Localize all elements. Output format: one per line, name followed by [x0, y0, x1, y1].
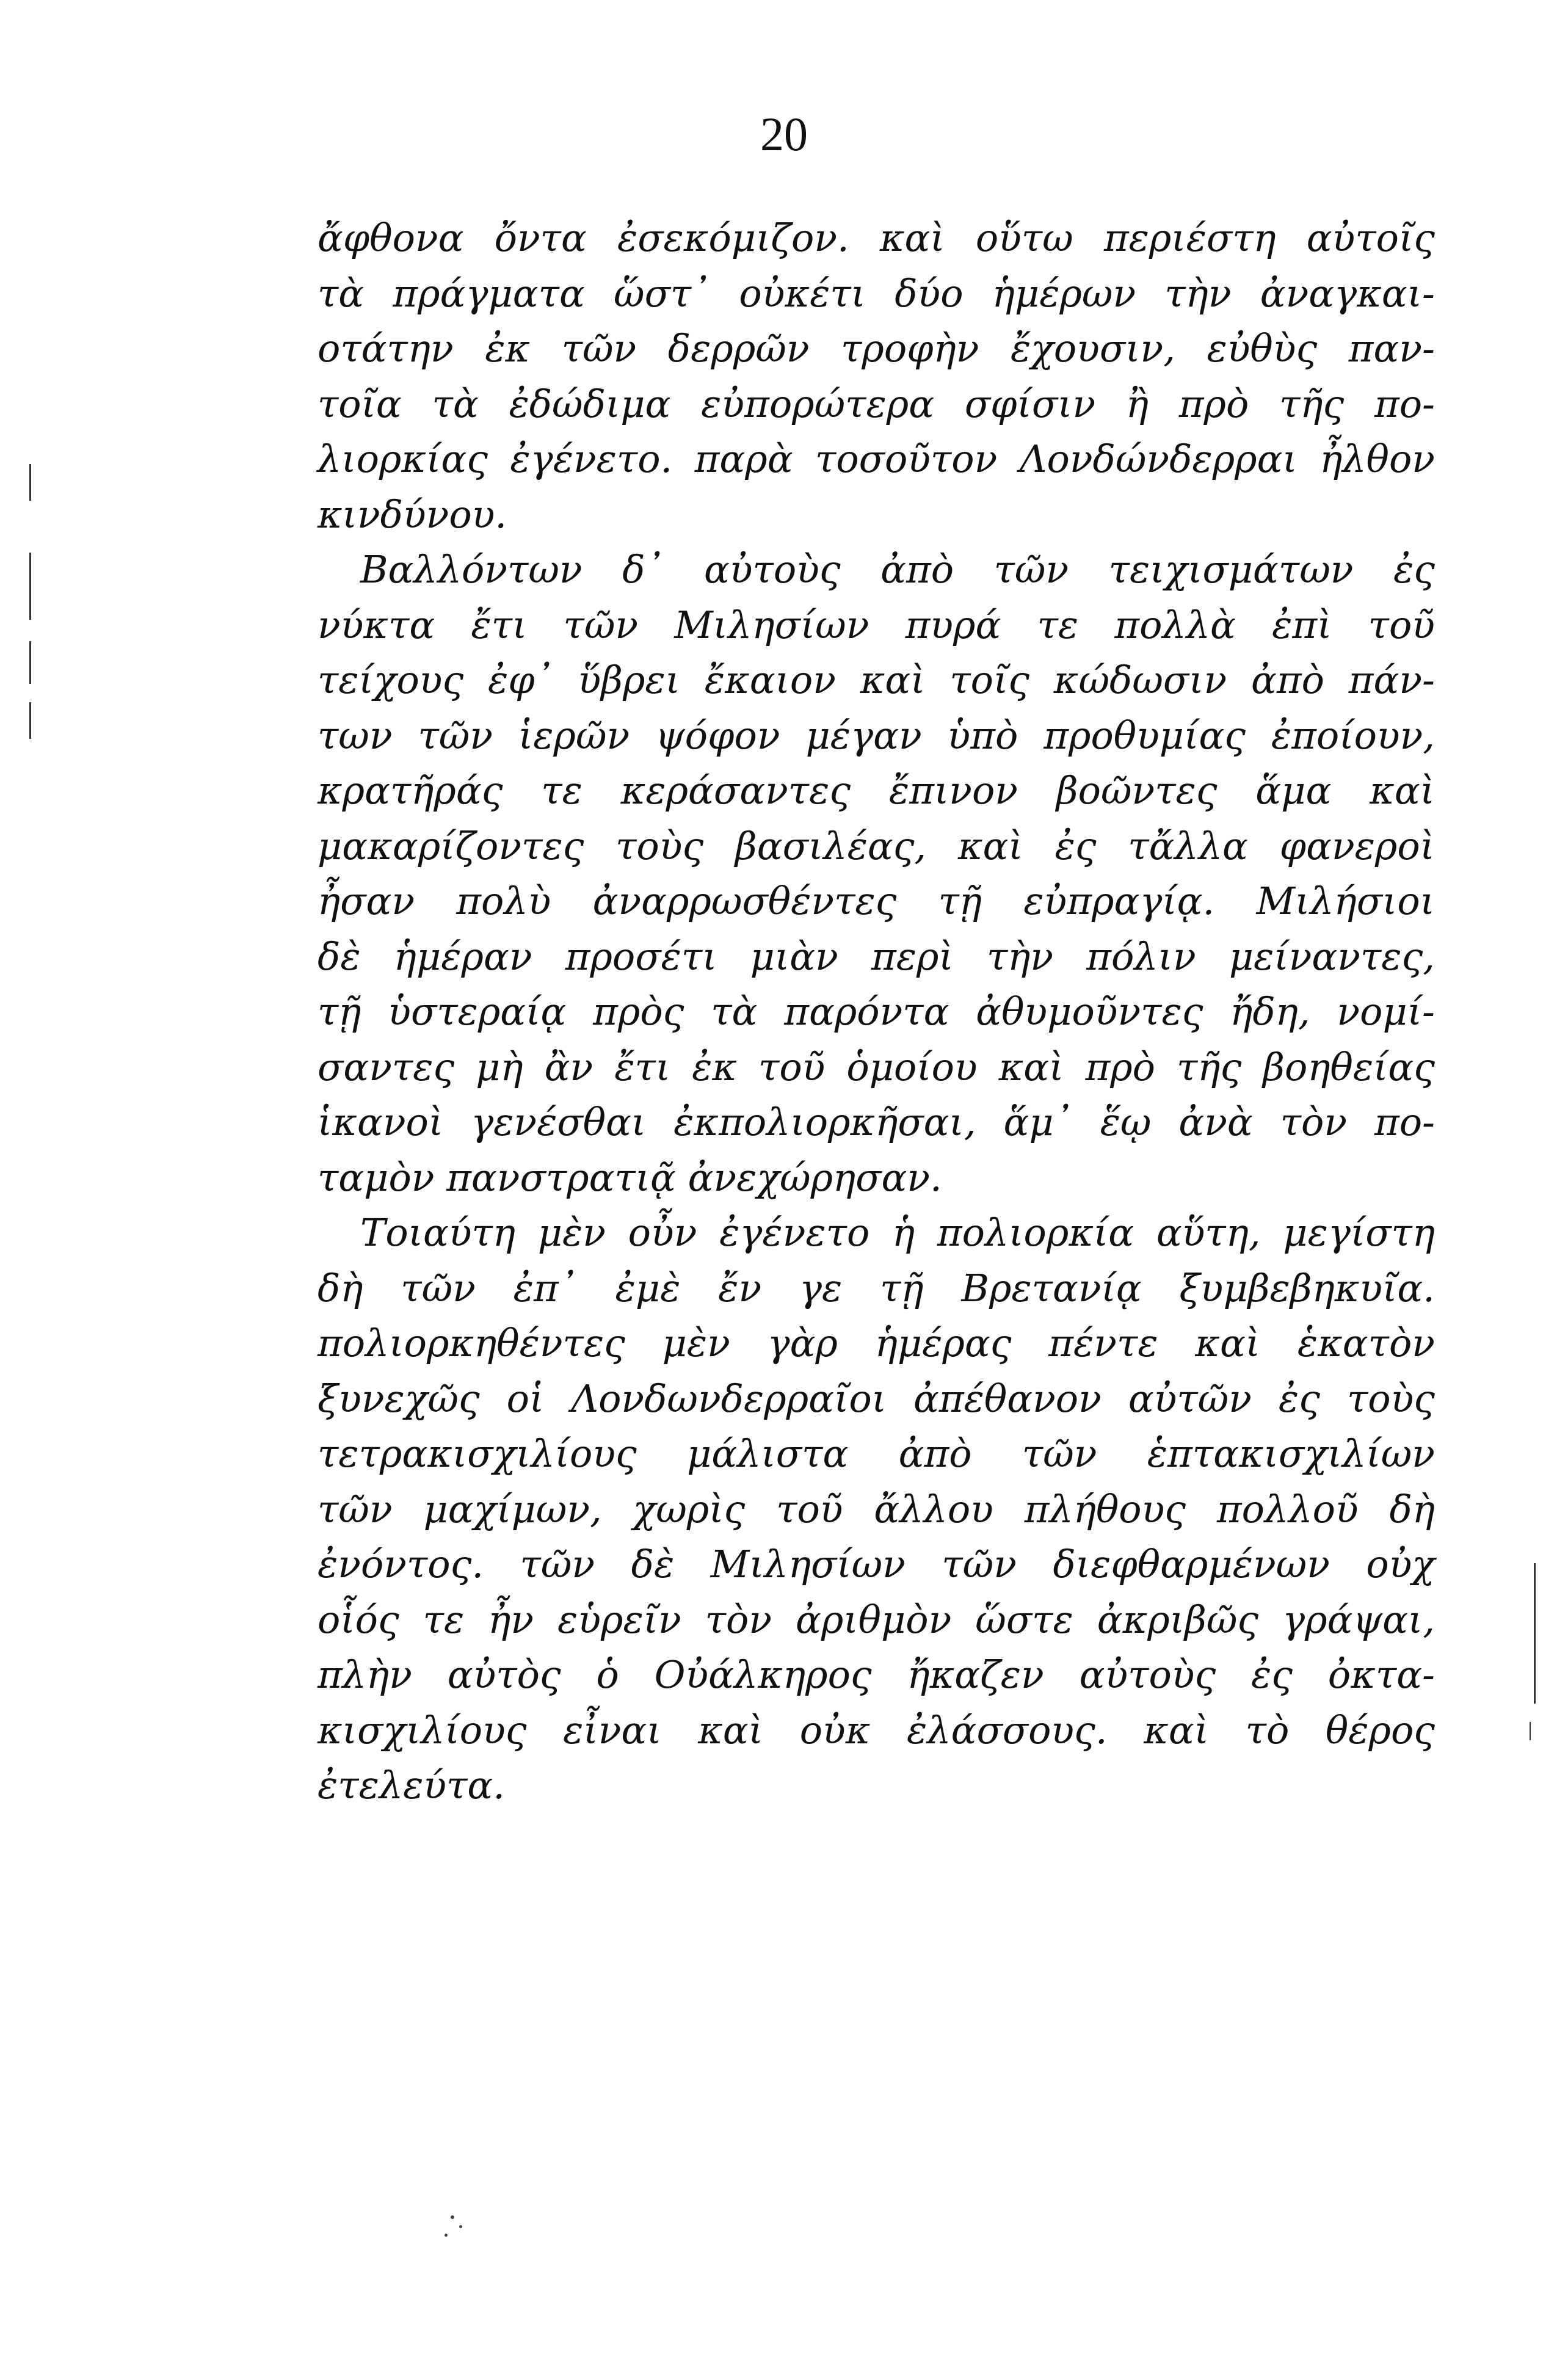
scan-speck	[445, 2234, 448, 2237]
right-margin-mark	[1530, 1722, 1531, 1740]
text-line: σαντες μὴ ἂν ἔτι ἐκ τοῦ ὁμοίου καὶ πρὸ τῆς βοηθείας	[318, 1044, 1435, 1089]
text-line: κρατῆράς τε κεράσαντες ἔπινον βοῶντες ἅμα καὶ	[318, 768, 1435, 813]
text-line: πολιορκηθέντες μὲν γὰρ ἡμέρας πέντε καὶ ἑκατὸν	[318, 1321, 1435, 1365]
text-line: τετρακισχιλίους μάλιστα ἀπὸ τῶν ἑπτακισχιλίων	[318, 1431, 1435, 1476]
text-line: τείχους ἐφ᾽ ὕβρει ἔκαιον καὶ τοῖς κώδωσιν ἀπὸ πάν-	[318, 658, 1435, 702]
text-line: κισχιλίους εἶναι καὶ οὐκ ἐλάσσους. καὶ τὸ θέρος	[318, 1707, 1435, 1752]
left-margin-mark	[29, 464, 31, 501]
text-line: ξυνεχῶς οἱ Λονδωνδερραῖοι ἀπέθανον αὐτῶν ἐς τοὺς	[318, 1376, 1435, 1421]
text-line: λιορκίας ἐγένετο. παρὰ τοσοῦτον Λονδώνδερραι ἦλθον	[318, 437, 1435, 481]
text-line: ταμὸν πανστρατιᾷ ἀνεχώρησαν.	[318, 1155, 942, 1200]
left-margin-mark	[29, 702, 31, 739]
left-margin-mark	[29, 641, 31, 684]
text-line: οτάτην ἐκ τῶν δερρῶν τροφὴν ἔχουσιν, εὐθὺς παν-	[318, 326, 1435, 371]
text-line: τῇ ὑστεραίᾳ πρὸς τὰ παρόντα ἀθυμοῦντες ἤδη, νομί-	[318, 989, 1435, 1034]
text-line: των τῶν ἱερῶν ψόφον μέγαν ὑπὸ προθυμίας ἐποίουν,	[318, 713, 1435, 758]
text-line: τῶν μαχίμων, χωρὶς τοῦ ἄλλου πλήθους πολλοῦ δὴ	[318, 1486, 1435, 1531]
text-line: Βαλλόντων δ᾽ αὐτοὺς ἀπὸ τῶν τειχισμάτων ἐς	[360, 547, 1435, 592]
scan-speck	[451, 2215, 454, 2219]
text-line: τὰ πράγματα ὥστ᾽ οὐκέτι δύο ἡμέρων τὴν ἀναγκαι-	[318, 271, 1435, 316]
left-margin-mark	[29, 553, 31, 620]
text-line: ἄφθονα ὄντα ἐσεκόμιζον. καὶ οὕτω περιέστη αὐτοῖς	[318, 216, 1435, 260]
text-line: τοῖα τὰ ἐδώδιμα εὐπορώτερα σφίσιν ἢ πρὸ τῆς πο-	[318, 381, 1435, 426]
page-number: 20	[760, 107, 808, 161]
text-line: ἦσαν πολὺ ἀναρρωσθέντες τῇ εὐπραγίᾳ. Μιλήσιοι	[318, 879, 1435, 923]
text-line: ἱκανοὶ γενέσθαι ἐκπολιορκῆσαι, ἅμ᾽ ἕῳ ἀνὰ τὸν πο-	[318, 1100, 1435, 1144]
right-margin-mark	[1534, 1563, 1536, 1704]
text-line: νύκτα ἔτι τῶν Μιλησίων πυρά τε πολλὰ ἐπὶ τοῦ	[318, 602, 1435, 647]
text-line: πλὴν αὐτὸς ὁ Οὐάλκηρος ἤκαζεν αὐτοὺς ἐς ὀκτα-	[318, 1652, 1435, 1697]
text-line: ἐνόντος. τῶν δὲ Μιλησίων τῶν διεφθαρμένων οὐχ	[318, 1542, 1435, 1586]
text-line: κινδύνου.	[318, 492, 507, 537]
text-line: δὴ τῶν ἐπ᾽ ἐμὲ ἔν γε τῇ Βρετανίᾳ ξυμβεβηκυῖα.	[318, 1265, 1435, 1310]
text-line: οἷός τε ἦν εὑρεῖν τὸν ἀριθμὸν ὥστε ἀκριβῶς γράψαι,	[318, 1597, 1435, 1642]
scan-speck	[459, 2225, 462, 2228]
text-line: δὲ ἡμέραν προσέτι μιὰν περὶ τὴν πόλιν μείναντες,	[318, 934, 1435, 979]
text-line: μακαρίζοντες τοὺς βασιλέας, καὶ ἐς τἄλλα φανεροὶ	[318, 823, 1435, 868]
text-line: Τοιαύτη μὲν οὖν ἐγένετο ἡ πολιορκία αὕτη, μεγίστη	[360, 1210, 1435, 1255]
body-text	[318, 211, 1435, 1814]
text-line: ἐτελεύτα.	[318, 1763, 505, 1807]
